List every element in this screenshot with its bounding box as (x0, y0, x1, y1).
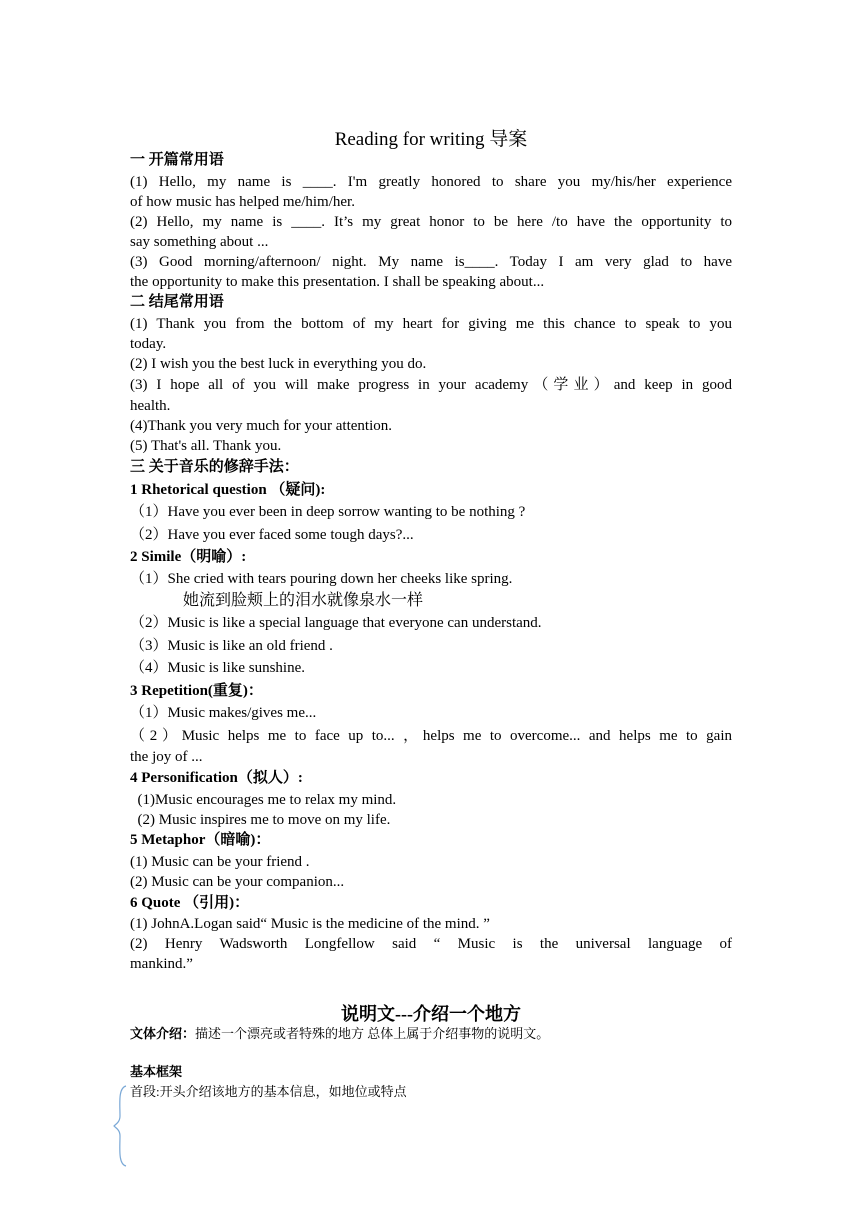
rhetoric-heading-6: 6 Quote （引用)： (130, 895, 250, 911)
rhetoric-item: (1)Music encourages me to relax my mind. (130, 792, 397, 808)
closing-line-1b: today. (130, 336, 167, 352)
rhetoric-item: the joy of ... (130, 749, 203, 765)
rhetoric-item: mankind.” (130, 956, 193, 972)
section-title-expository: 说明文---介绍一个地方 (341, 1004, 521, 1024)
closing-line-5: (5) That's all. Thank you. (130, 438, 282, 454)
opening-line-3b: the opportunity to make this presentation. I shall be speaking about... (130, 274, 545, 290)
rhetoric-item: (1) JohnA.Logan said“ Music is the medicine of the mind. ” (130, 916, 490, 932)
genre-intro-text: 描述一个漂亮或者特殊的地方 总体上属于介绍事物的说明文。 (195, 1026, 550, 1041)
closing-line-3a: (3) I hope all of you will make progress in your academy（学业）and keep in good (130, 377, 732, 393)
rhetoric-item-translation: 她流到脸颊上的泪水就像泉水一样 (183, 592, 424, 609)
opening-line-2b: say something about ... (130, 234, 269, 250)
rhetoric-item: (2) Music inspires me to move on my life. (130, 812, 391, 828)
rhetoric-item: （1）She cried with tears pouring down her cheeks like spring. (130, 571, 513, 587)
rhetoric-heading-1: 1 Rhetorical question （疑问): (130, 482, 326, 498)
rhetoric-item: (2) Music can be your companion... (130, 874, 345, 890)
rhetoric-item: （2）Have you ever faced some tough days?... (130, 527, 414, 543)
rhetoric-item: （1）Have you ever been in deep sorrow wanting to be nothing ? (130, 504, 526, 520)
document-title: Reading for writing 导案 (334, 129, 528, 150)
rhetoric-heading-4: 4 Personification（拟人）: (130, 770, 303, 786)
rhetoric-item: （2）Music is like a special language that everyone can understand. (130, 615, 542, 631)
section-heading-opening: 一 开篇常用语 (130, 152, 224, 168)
closing-line-4: (4)Thank you very much for your attention. (130, 418, 393, 434)
rhetoric-item: （1）Music makes/gives me... (130, 705, 317, 721)
closing-line-2: (2) I wish you the best luck in everything you do. (130, 356, 427, 372)
rhetoric-item: (1) Music can be your friend . (130, 854, 310, 870)
rhetoric-item: （2）Music helps me to face up to... ，helps me to overcome... and helps me to gain (130, 728, 732, 744)
curly-brace-icon (112, 1084, 132, 1168)
rhetoric-heading-3: 3 Repetition(重复)： (130, 683, 263, 699)
genre-intro-label: 文体介绍： (130, 1026, 196, 1041)
section-heading-closing: 二 结尾常用语 (130, 294, 224, 310)
rhetoric-item: (2) Henry Wadsworth Longfellow said “ Music is the universal language of (130, 936, 732, 952)
frame-first-paragraph: 首段:开头介绍该地方的基本信息，如地位或特点 (130, 1084, 407, 1099)
genre-intro (130, 1024, 732, 1044)
opening-line-2a: (2) Hello, my name is ____. It’s my great honor to be here /to have the opportunity to (130, 214, 732, 230)
rhetoric-item: （3）Music is like an old friend . (130, 638, 333, 654)
opening-line-3a: (3) Good morning/afternoon/ night. My name is____. Today I am very glad to have (130, 254, 732, 270)
closing-line-3b: health. (130, 398, 171, 414)
opening-line-1b: of how music has helped me/him/her. (130, 194, 355, 210)
frame-label: 基本框架 (130, 1064, 183, 1079)
rhetoric-heading-2: 2 Simile（明喻）: (130, 549, 247, 565)
rhetoric-heading-5: 5 Metaphor（暗喻)： (130, 832, 271, 848)
rhetoric-item: （4）Music is like sunshine. (130, 660, 305, 676)
section-heading-rhetoric: 三 关于音乐的修辞手法： (130, 459, 299, 475)
opening-line-1a: (1) Hello, my name is ____. I'm greatly honored to share you my/his/her experience (130, 174, 732, 190)
closing-line-1a: (1) Thank you from the bottom of my heart for giving me this chance to speak to you (130, 316, 732, 332)
